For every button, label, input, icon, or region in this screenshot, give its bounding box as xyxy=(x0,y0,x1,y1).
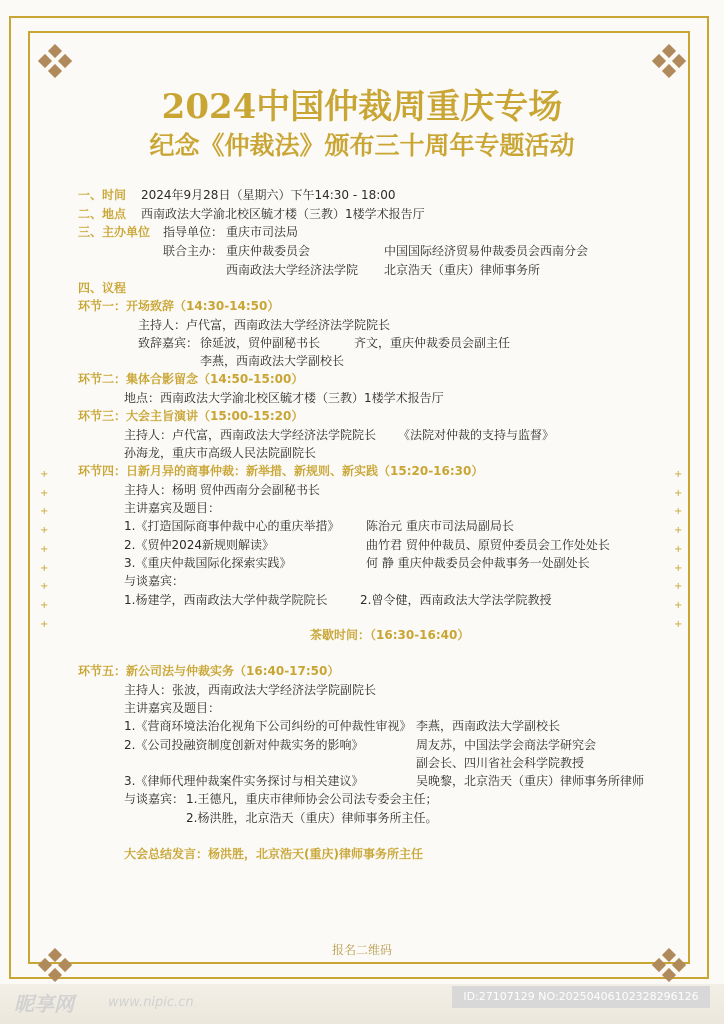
section4-topic-3: 3.《重庆仲裁国际化探索实践》 xyxy=(124,556,292,570)
page-subtitle: 纪念《仲裁法》颁布三十周年专题活动 xyxy=(149,131,575,160)
section5-speaker-1: 李燕，西南政法大学副校长 xyxy=(416,719,561,733)
plus-ornament-column: + + + + + + + + + xyxy=(40,469,49,630)
place-label: 二、地点 xyxy=(78,207,127,221)
co-host-3: 西南政法大学经济法学院 xyxy=(226,263,359,277)
watermark-url: www.nipic.cn xyxy=(108,995,194,1010)
section5-speaker-2a: 周友苏，中国法学会商法学研究会 xyxy=(416,738,597,752)
co-host-4: 北京浩天（重庆）律师事务所 xyxy=(384,263,541,277)
section2-place: 地点：西南政法大学渝北校区毓才楼（三教）1楼学术报告厅 xyxy=(124,391,444,405)
section4-speaker-3: 何 静 重庆仲裁委员会仲裁事务一处副处长 xyxy=(366,556,590,570)
section5-discuss-label: 与谈嘉宾： xyxy=(124,792,185,806)
section4-list-label: 主讲嘉宾及题目： xyxy=(124,501,221,515)
section4-discussant-1: 1.杨建学，西南政法大学仲裁学院院长 xyxy=(124,593,328,607)
corner-ornament-icon xyxy=(652,44,686,78)
section4-discuss-label: 与谈嘉宾： xyxy=(124,574,185,588)
section3-topic: 《法院对仲裁的支持与监督》 xyxy=(398,428,555,442)
section4-speaker-2: 曲竹君 贸仲仲裁员、原贸仲委员会工作处处长 xyxy=(366,538,610,552)
section3-heading: 环节三：大会主旨演讲（15:00-15:20） xyxy=(78,409,304,423)
section4-speaker-1: 陈治元 重庆市司法局副局长 xyxy=(366,519,514,533)
section5-discussant-1: 1.王德凡，重庆市律师协会公司法专委会主任； xyxy=(186,792,438,806)
section5-speaker-2b: 副会长、四川省社会科学院教授 xyxy=(416,756,585,770)
page-title: 2024中国仲裁周重庆专场 xyxy=(161,87,563,127)
time-value: 2024年9月28日（星期六）下午14:30 - 18:00 xyxy=(141,188,396,202)
section3-speaker: 孙海龙，重庆市高级人民法院副院长 xyxy=(124,446,317,460)
section5-topic-2: 2.《公司投融资制度创新对仲裁实务的影响》 xyxy=(124,738,364,752)
org-label: 三、主办单位 xyxy=(78,225,151,239)
agenda-label: 四、议程 xyxy=(78,281,127,295)
section1-heading: 环节一：开场致辞（14:30-14:50） xyxy=(78,299,280,313)
watermark-logo: 昵享网 xyxy=(14,992,74,1016)
section1-guest-3: 李燕，西南政法大学副校长 xyxy=(200,354,345,368)
section1-speech-label: 致辞嘉宾： xyxy=(138,336,199,350)
section4-discussant-2: 2.曾令健，西南政法大学法学院教授 xyxy=(360,593,552,607)
place-value: 西南政法大学渝北校区毓才楼（三教）1楼学术报告厅 xyxy=(141,207,425,221)
section5-topic-3: 3.《律师代理仲裁案件实务探讨与相关建议》 xyxy=(124,774,364,788)
section5-topic-1: 1.《营商环境法治化视角下公司纠纷的可仲裁性审视》 xyxy=(124,719,412,733)
watermark-id: ID:27107129 NO:20250406102328296126 xyxy=(452,986,710,1008)
guide-label: 指导单位： xyxy=(163,225,224,239)
section4-topic-1: 1.《打造国际商事仲裁中心的重庆举措》 xyxy=(124,519,340,533)
section2-heading: 环节二：集体合影留念（14:50-15:00） xyxy=(78,372,304,386)
guide-value: 重庆市司法局 xyxy=(226,225,299,239)
section5-list-label: 主讲嘉宾及题目： xyxy=(124,701,221,715)
section5-heading: 环节五：新公司法与仲裁实务（16:40-17:50） xyxy=(78,664,340,678)
corner-ornament-icon xyxy=(38,44,72,78)
plus-ornament-column: + + + + + + + + + xyxy=(674,469,683,630)
closing-summary: 大会总结发言：杨洪胜，北京浩天(重庆)律师事务所主任 xyxy=(124,847,423,861)
section4-topic-2: 2.《贸仲2024新规则解读》 xyxy=(124,538,274,552)
section5-host: 主持人：张波，西南政法大学经济法学院副院长 xyxy=(124,683,377,697)
section5-discussant-2: 2.杨洪胜，北京浩天（重庆）律师事务所主任。 xyxy=(186,811,438,825)
section4-heading: 环节四：日新月异的商事仲裁：新举措、新规则、新实践（15:20-16:30） xyxy=(78,464,484,478)
section4-host: 主持人：杨明 贸仲西南分会副秘书长 xyxy=(124,483,320,497)
qr-code-label: 报名二维码 xyxy=(331,943,392,957)
section1-host: 主持人：卢代富，西南政法大学经济法学院院长 xyxy=(138,318,391,332)
section3-host: 主持人：卢代富，西南政法大学经济法学院院长 xyxy=(124,428,377,442)
section1-guest-2: 齐文，重庆仲裁委员会副主任 xyxy=(354,336,511,350)
co-host-1: 重庆仲裁委员会 xyxy=(226,244,311,258)
co-host-label: 联合主办： xyxy=(163,244,224,258)
section1-guest-1: 徐延波，贸仲副秘书长 xyxy=(200,336,321,350)
tea-break: 茶歇时间：（16:30-16:40） xyxy=(310,628,470,642)
time-label: 一、时间 xyxy=(78,188,127,202)
co-host-2: 中国国际经济贸易仲裁委员会西南分会 xyxy=(384,244,589,258)
section5-speaker-3: 吴晚黎，北京浩天（重庆）律师事务所律师 xyxy=(416,774,645,788)
